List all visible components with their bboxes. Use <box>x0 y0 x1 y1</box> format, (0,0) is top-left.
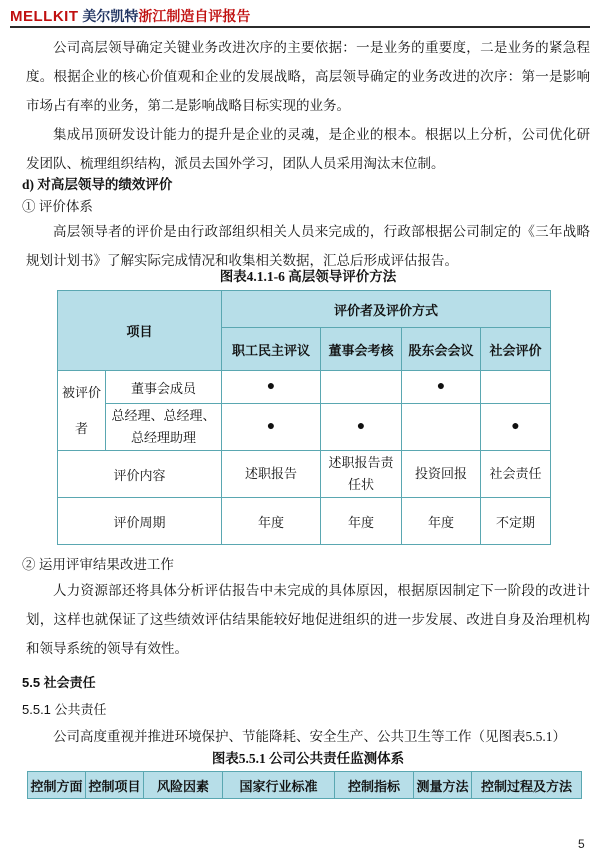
header-rule <box>10 26 590 28</box>
table1-row-label-cycle: 评价周期 <box>58 498 222 545</box>
table1-mark-cell: ● <box>222 371 321 404</box>
heading-public-responsibility: 5.5.1 公共责任 <box>22 702 107 717</box>
paragraph-evaluation-process: 高层领导者的评价是由行政部组织相关人员来完成的，行政部根据公司制定的《三年战略规划计划书》了解实际完成情况和收集相关数据，汇总后形成评估报告。 <box>26 224 590 268</box>
table1-mark-cell: ● <box>321 404 402 451</box>
table1-mark-cell <box>402 404 481 451</box>
page-number: 5 <box>578 837 585 851</box>
paragraph-business-priority: 公司高层领导确定关键业务改进次序的主要依据：一是业务的重要度，二是业务的紧急程度。根据企业的核心价值观和企业的发展战略，高层领导确定的业务改进的次序：第一是影响市场占有率的业务，第二是影响战略目标实现的业务。 <box>26 40 590 113</box>
table2-caption: 图表5.5.1 公司公共责任监测体系 <box>211 751 405 766</box>
brand-logo-text: MELLKIT <box>10 8 79 25</box>
report-title: 浙江制造自评报告 <box>138 8 251 24</box>
list-item-apply-results: ② 运用评审结果改进工作 <box>22 557 174 572</box>
table1-row-group-label: 被评价者 <box>58 371 106 451</box>
public-responsibility-table <box>27 771 582 799</box>
table2-col-measure-method: 测量方法 <box>414 772 472 799</box>
evaluation-method-table <box>57 290 551 545</box>
table1-mark-cell <box>481 371 551 404</box>
table1-content-cell: 述职报告 <box>222 451 321 498</box>
table2-col-control-item: 控制项目 <box>86 772 144 799</box>
table1-cycle-cell: 年度 <box>402 498 481 545</box>
table1-content-cell: 社会责任 <box>481 451 551 498</box>
paragraph-rd-team: 集成吊顶研发设计能力的提升是企业的灵魂，是企业的根本。根据以上分析，公司优化研发团队、梳理组织结构，派员去国外学习，团队人员采用淘汰末位制。 <box>26 127 590 171</box>
heading-performance-evaluation: d) 对高层领导的绩效评价 <box>22 177 173 192</box>
table1-mark-cell <box>321 371 402 404</box>
table2-col-national-standard: 国家行业标准 <box>223 772 335 799</box>
paragraph-improvement-plan: 人力资源部还将具体分析评估报告中未完成的具体原因，根据原因制定下一阶段的改进计划，这样也就保证了这些绩效评估结果能较好地促进组织的进一步发展、改进自身及治理机构和领导系统的领导有效性。 <box>26 583 590 656</box>
table1-corner-cell: 项目 <box>58 291 222 371</box>
table1-group-header: 评价者及评价方式 <box>222 291 551 328</box>
brand-company-name: 美尔凯特 <box>82 8 139 24</box>
table1-content-cell: 述职报告责任状 <box>321 451 402 498</box>
table1-mark-cell: ● <box>222 404 321 451</box>
paragraph-public-work: 公司高度重视并推进环境保护、节能降耗、安全生产、公共卫生等工作（见图表5.5.1） <box>53 729 566 744</box>
table1-col-shareholder-meeting: 股东会会议 <box>402 328 481 371</box>
table2-col-control-indicator: 控制指标 <box>335 772 414 799</box>
table1-caption: 图表4.1.1-6 高层领导评价方法 <box>219 269 397 284</box>
table1-col-board-assessment: 董事会考核 <box>321 328 402 371</box>
table1-row-label-managers: 总经理、总经理、总经理助理 <box>106 404 222 451</box>
table1-mark-cell: ● <box>402 371 481 404</box>
table1-row-label-content: 评价内容 <box>58 451 222 498</box>
table1-mark-cell: ● <box>481 404 551 451</box>
table2-col-control-process: 控制过程及方法 <box>472 772 582 799</box>
table1-col-social-evaluation: 社会评价 <box>481 328 551 371</box>
table1-content-cell: 投资回报 <box>402 451 481 498</box>
list-item-evaluation-system: ① 评价体系 <box>22 199 93 214</box>
table2-col-risk-factor: 风险因素 <box>144 772 223 799</box>
table2-col-control-aspect: 控制方面 <box>28 772 86 799</box>
table1-cycle-cell: 不定期 <box>481 498 551 545</box>
table1-cycle-cell: 年度 <box>222 498 321 545</box>
page-header <box>10 6 590 26</box>
table1-cycle-cell: 年度 <box>321 498 402 545</box>
table1-row-label-board-members: 董事会成员 <box>106 371 222 404</box>
table1-col-employee-review: 职工民主评议 <box>222 328 321 371</box>
heading-social-responsibility: 5.5 社会责任 <box>22 675 96 690</box>
